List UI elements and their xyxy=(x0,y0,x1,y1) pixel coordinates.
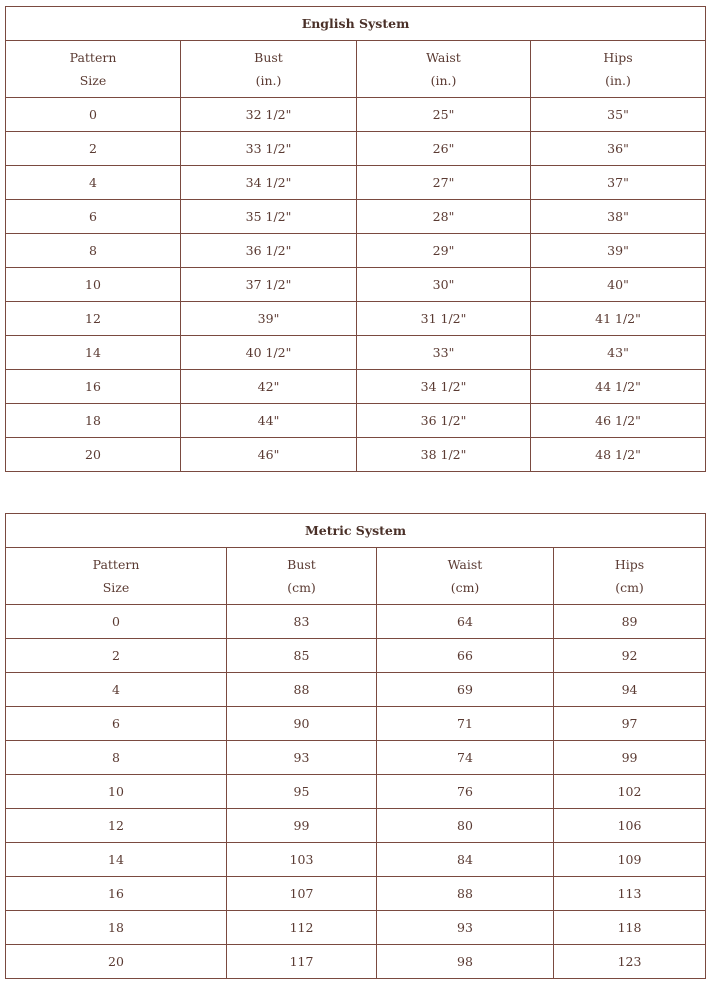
table-cell: 95 xyxy=(227,775,377,809)
table-cell: 6 xyxy=(6,707,227,741)
table-cell: 106 xyxy=(554,809,706,843)
table-cell: 26" xyxy=(357,132,531,166)
table-cell: 31 1/2" xyxy=(357,302,531,336)
header-line: Pattern xyxy=(92,557,140,572)
table-cell: 8 xyxy=(6,741,227,775)
header-line: (in.) xyxy=(605,73,631,88)
table-cell: 98 xyxy=(377,945,554,979)
table-cell: 2 xyxy=(6,639,227,673)
table-cell: 14 xyxy=(6,843,227,877)
column-header-bust xyxy=(227,548,377,605)
table-cell: 33 1/2" xyxy=(181,132,357,166)
column-header-bust xyxy=(181,41,357,98)
table-cell: 6 xyxy=(6,200,181,234)
table-cell: 66 xyxy=(377,639,554,673)
table-cell: 113 xyxy=(554,877,706,911)
table-cell: 35" xyxy=(531,98,706,132)
table-cell: 35 1/2" xyxy=(181,200,357,234)
table-row xyxy=(6,336,706,370)
table-cell: 74 xyxy=(377,741,554,775)
table-title: Metric System xyxy=(6,514,706,548)
table-cell: 12 xyxy=(6,302,181,336)
table-cell: 93 xyxy=(377,911,554,945)
table-cell: 0 xyxy=(6,98,181,132)
table-cell: 37" xyxy=(531,166,706,200)
table-cell: 90 xyxy=(227,707,377,741)
table-cell: 44 1/2" xyxy=(531,370,706,404)
table-cell: 2 xyxy=(6,132,181,166)
header-line: Size xyxy=(79,73,107,88)
table-cell: 25" xyxy=(357,98,531,132)
header-line: Waist xyxy=(426,50,461,65)
english-size-table xyxy=(5,6,706,472)
table-row xyxy=(6,166,706,200)
table-cell: 44" xyxy=(181,404,357,438)
table-cell: 36 1/2" xyxy=(181,234,357,268)
table-row xyxy=(6,234,706,268)
table-row xyxy=(6,775,706,809)
table-cell: 41 1/2" xyxy=(531,302,706,336)
table-row xyxy=(6,98,706,132)
table-row xyxy=(6,370,706,404)
table-cell: 16 xyxy=(6,877,227,911)
table-cell: 34 1/2" xyxy=(357,370,531,404)
table-cell: 27" xyxy=(357,166,531,200)
table-header-row xyxy=(6,548,706,605)
table-cell: 20 xyxy=(6,438,181,472)
table-cell: 16 xyxy=(6,370,181,404)
table-cell: 107 xyxy=(227,877,377,911)
table-cell: 42" xyxy=(181,370,357,404)
table-cell: 39" xyxy=(181,302,357,336)
table-cell: 20 xyxy=(6,945,227,979)
table-cell: 69 xyxy=(377,673,554,707)
table-cell: 32 1/2" xyxy=(181,98,357,132)
table-cell: 4 xyxy=(6,166,181,200)
table-row xyxy=(6,200,706,234)
column-header-hips xyxy=(531,41,706,98)
table-row xyxy=(6,877,706,911)
table-cell: 80 xyxy=(377,809,554,843)
table-cell: 14 xyxy=(6,336,181,370)
table-cell: 4 xyxy=(6,673,227,707)
table-row xyxy=(6,673,706,707)
table-cell: 34 1/2" xyxy=(181,166,357,200)
column-header-pattern-size xyxy=(6,41,181,98)
table-cell: 18 xyxy=(6,404,181,438)
table-row xyxy=(6,809,706,843)
table-cell: 12 xyxy=(6,809,227,843)
table-cell: 102 xyxy=(554,775,706,809)
table-row xyxy=(6,741,706,775)
header-line: (cm) xyxy=(287,580,316,595)
table-cell: 112 xyxy=(227,911,377,945)
table-row xyxy=(6,843,706,877)
table-cell: 117 xyxy=(227,945,377,979)
table-cell: 33" xyxy=(357,336,531,370)
table-cell: 85 xyxy=(227,639,377,673)
header-line: (in.) xyxy=(430,73,457,88)
header-line: Bust xyxy=(287,557,316,572)
header-line: Hips xyxy=(614,557,645,572)
table-cell: 109 xyxy=(554,843,706,877)
table-cell: 40 1/2" xyxy=(181,336,357,370)
table-title-row xyxy=(6,514,706,548)
header-line: Size xyxy=(102,580,130,595)
table-cell: 18 xyxy=(6,911,227,945)
table-row xyxy=(6,438,706,472)
header-line: Bust xyxy=(254,50,283,65)
table-cell: 99 xyxy=(227,809,377,843)
header-line: Hips xyxy=(603,50,633,65)
header-line: (cm) xyxy=(450,580,480,595)
table-cell: 40" xyxy=(531,268,706,302)
table-cell: 46 1/2" xyxy=(531,404,706,438)
header-line: (cm) xyxy=(615,580,644,595)
table-cell: 10 xyxy=(6,268,181,302)
table-cell: 38 1/2" xyxy=(357,438,531,472)
table-cell: 76 xyxy=(377,775,554,809)
table-cell: 99 xyxy=(554,741,706,775)
table-cell: 39" xyxy=(531,234,706,268)
table-row xyxy=(6,639,706,673)
table-cell: 118 xyxy=(554,911,706,945)
table-cell: 93 xyxy=(227,741,377,775)
column-header-waist xyxy=(377,548,554,605)
table-cell: 92 xyxy=(554,639,706,673)
table-row xyxy=(6,268,706,302)
table-header-row xyxy=(6,41,706,98)
table-row xyxy=(6,707,706,741)
table-cell: 88 xyxy=(227,673,377,707)
table-cell: 94 xyxy=(554,673,706,707)
table-cell: 89 xyxy=(554,605,706,639)
column-header-waist xyxy=(357,41,531,98)
table-cell: 43" xyxy=(531,336,706,370)
table-cell: 10 xyxy=(6,775,227,809)
table-row xyxy=(6,302,706,336)
metric-size-table xyxy=(5,513,706,979)
table-cell: 83 xyxy=(227,605,377,639)
table-cell: 38" xyxy=(531,200,706,234)
table-cell: 36 1/2" xyxy=(357,404,531,438)
table-cell: 64 xyxy=(377,605,554,639)
table-cell: 30" xyxy=(357,268,531,302)
table-cell: 103 xyxy=(227,843,377,877)
table-cell: 8 xyxy=(6,234,181,268)
table-title-row xyxy=(6,7,706,41)
table-cell: 36" xyxy=(531,132,706,166)
header-line: (in.) xyxy=(255,73,282,88)
table-row xyxy=(6,132,706,166)
table-cell: 84 xyxy=(377,843,554,877)
table-row xyxy=(6,605,706,639)
header-line: Pattern xyxy=(69,50,117,65)
table-row xyxy=(6,945,706,979)
table-cell: 28" xyxy=(357,200,531,234)
table-cell: 97 xyxy=(554,707,706,741)
table-cell: 46" xyxy=(181,438,357,472)
table-cell: 71 xyxy=(377,707,554,741)
table-cell: 48 1/2" xyxy=(531,438,706,472)
table-cell: 0 xyxy=(6,605,227,639)
table-cell: 29" xyxy=(357,234,531,268)
table-title: English System xyxy=(6,7,706,41)
table-cell: 37 1/2" xyxy=(181,268,357,302)
table-cell: 123 xyxy=(554,945,706,979)
header-line: Waist xyxy=(447,557,483,572)
column-header-hips xyxy=(554,548,706,605)
column-header-pattern-size xyxy=(6,548,227,605)
table-row xyxy=(6,911,706,945)
table-row xyxy=(6,404,706,438)
table-cell: 88 xyxy=(377,877,554,911)
